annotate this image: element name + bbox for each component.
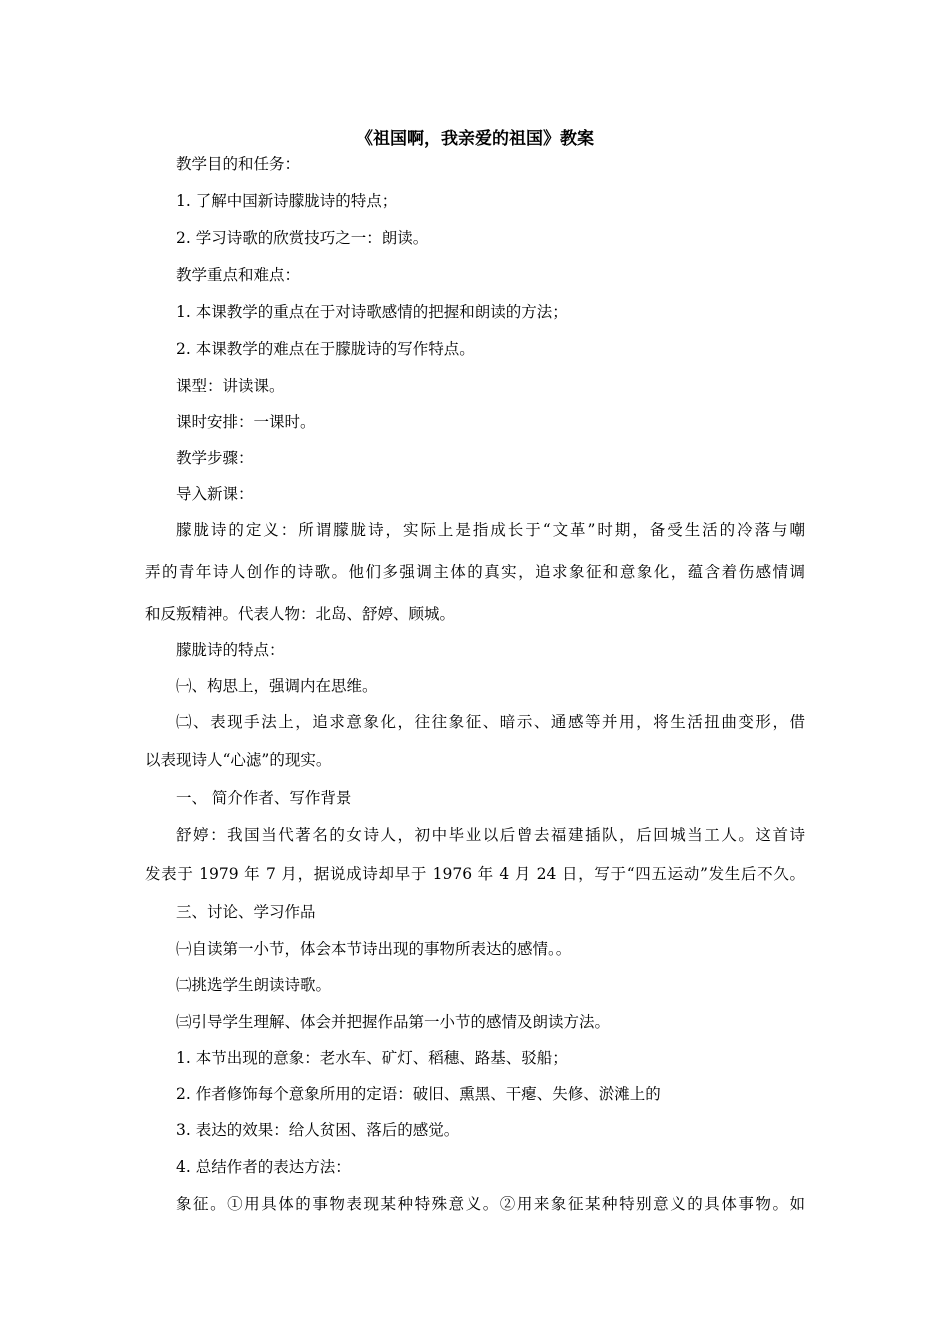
text-line: 导入新课： [176, 485, 254, 503]
text-line: 教学目的和任务： [176, 155, 301, 173]
text-line: ㈠、构思上，强调内在思维。 [176, 677, 378, 695]
text-line: 2. 学习诗歌的欣赏技巧之一：朗读。 [176, 229, 429, 247]
text-line: ㈡挑选学生朗读诗歌。 [176, 976, 332, 994]
text-line: 以表现诗人“心滤”的现实。 [145, 751, 332, 769]
text-line: 教学步骤： [176, 449, 254, 467]
text-line: ㈡、表现手法上，追求意象化，往往象征、暗示、通感等并用，将生活扭曲变形，借 [176, 713, 805, 731]
text-line: 1. 本节出现的意象：老水车、矿灯、稻穗、路基、驳船； [176, 1049, 568, 1067]
text-line: ㈠自读第一小节，体会本节诗出现的事物所表达的感情。。 [176, 940, 572, 958]
section-heading: 一、 简介作者、写作背景 [176, 789, 352, 807]
text-line: 舒婷：我国当代著名的女诗人，初中毕业以后曾去福建插队，后回城当工人。这首诗 [176, 826, 805, 844]
text-line: 4. 总结作者的表达方法： [176, 1158, 351, 1176]
text-line: 教学重点和难点： [176, 266, 301, 284]
text-line: 课时安排：一课时。 [176, 413, 316, 431]
text-line: 2. 作者修饰每个意象所用的定语：破旧、熏黑、干瘪、失修、淤滩上的 [176, 1085, 661, 1103]
text-line: 课型：讲读课。 [176, 377, 285, 395]
text-line: ㈢引导学生理解、体会并把握作品第一小节的感情及朗读方法。 [176, 1013, 611, 1031]
text-line: 弄的青年诗人创作的诗歌。他们多强调主体的真实，追求象征和意象化，蕴含着伤感情调 [145, 563, 805, 581]
section-heading: 三、讨论、学习作品 [176, 903, 316, 921]
text-line: 发表于 1979 年 7 月，据说成诗却早于 1976 年 4 月 24 日，写于“四五运动”发生后不久。 [145, 865, 805, 883]
text-line: 2. 本课教学的难点在于朦胧诗的写作特点。 [176, 340, 475, 358]
text-line: 3. 表达的效果：给人贫困、落后的感觉。 [176, 1121, 460, 1139]
text-line: 1. 本课教学的重点在于对诗歌感情的把握和朗读的方法； [176, 303, 568, 321]
text-line: 朦胧诗的特点： [176, 641, 285, 659]
text-line: 象征。①用具体的事物表现某种特殊意义。②用来象征某种特别意义的具体事物。如 [176, 1195, 805, 1213]
text-line: 1. 了解中国新诗朦胧诗的特点； [176, 192, 398, 210]
text-line: 朦胧诗的定义：所谓朦胧诗，实际上是指成长于“文革”时期，备受生活的冷落与嘲 [176, 521, 805, 539]
text-line: 和反叛精神。代表人物：北岛、舒婷、顾城。 [145, 605, 456, 623]
document-title: 《祖国啊，我亲爱的祖国》教案 [356, 129, 594, 149]
